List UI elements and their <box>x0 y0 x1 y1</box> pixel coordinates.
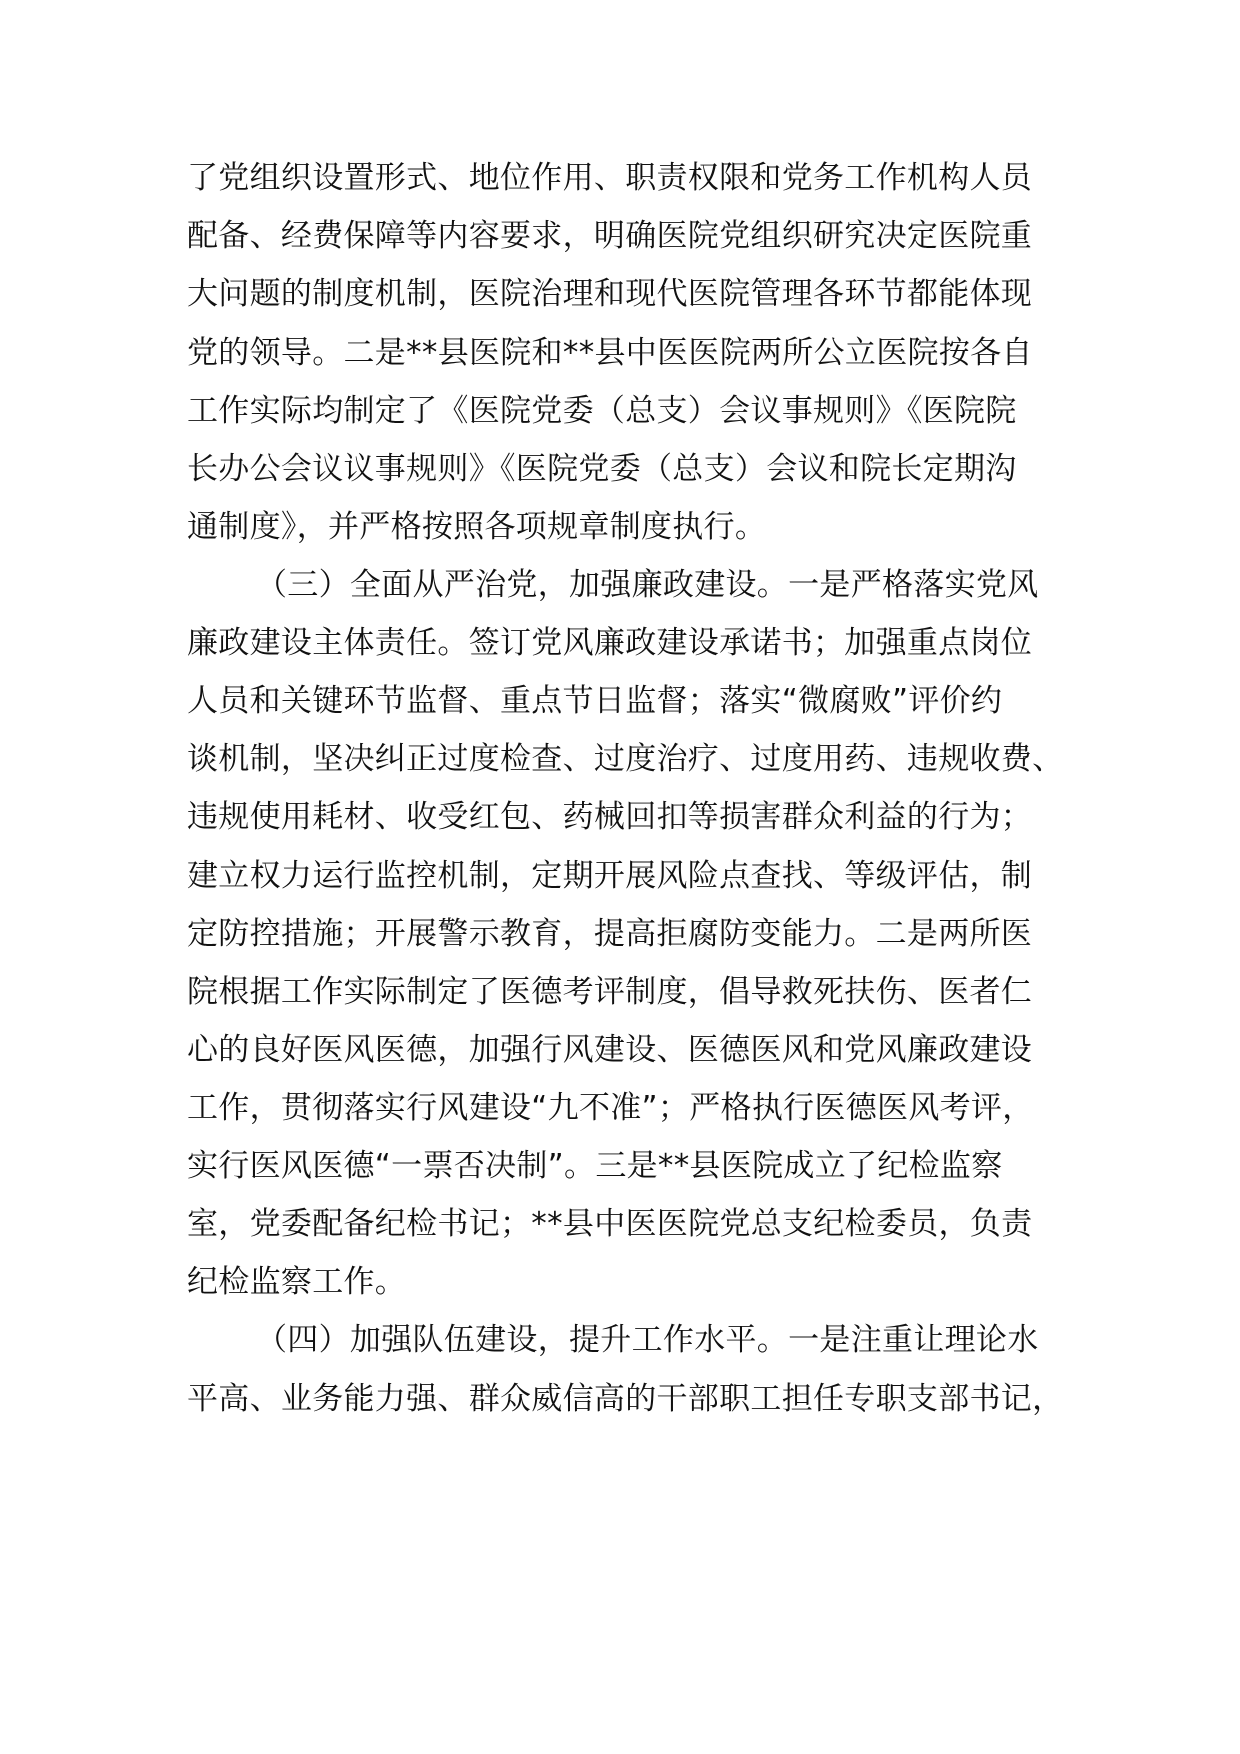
text-line: 人员和关键环节监督、重点节日监督；落实“微腐败”评价约 <box>187 683 1003 719</box>
text-line: 廉政建设主体责任。签订党风廉政建设承诺书；加强重点岗位 <box>187 625 1033 661</box>
text-line: 工作，贯彻落实行风建设“九不准”；严格执行医德医风考评， <box>187 1090 1034 1126</box>
text-line: 心的良好医风医德，加强行风建设、医德医风和党风廉政建设 <box>187 1032 1033 1068</box>
text-line: 长办公会议议事规则》《医院党委（总支）会议和院长定期沟 <box>187 451 1017 487</box>
text-line: 纪检监察工作。 <box>187 1264 407 1300</box>
text-line: 实行医风医德“一票否决制”。三是**县医院成立了纪检监察 <box>187 1148 1003 1184</box>
text-line: 谈机制，坚决纠正过度检查、过度治疗、过度用药、违规收费、 <box>187 741 1064 777</box>
text-line: 工作实际均制定了《医院党委（总支）会议事规则》《医院院 <box>187 393 1017 429</box>
section-heading-line: （三）全面从严治党，加强廉政建设。一是严格落实党风 <box>256 567 1039 603</box>
text-line: 党的领导。二是**县医院和**县中医医院两所公立医院按各自 <box>187 335 1033 371</box>
text-line: 院根据工作实际制定了医德考评制度，倡导救死扶伤、医者仁 <box>187 974 1033 1010</box>
text-line: 了党组织设置形式、地位作用、职责权限和党务工作机构人员 <box>187 160 1033 196</box>
section-heading-line: （四）加强队伍建设，提升工作水平。一是注重让理论水 <box>256 1322 1039 1358</box>
text-line: 定防控措施；开展警示教育，提高拒腐防变能力。二是两所医 <box>187 916 1033 952</box>
text-line: 配备、经费保障等内容要求，明确医院党组织研究决定医院重 <box>187 218 1033 254</box>
text-line: 大问题的制度机制，医院治理和现代医院管理各环节都能体现 <box>187 276 1033 312</box>
text-line: 室，党委配备纪检书记；**县中医医院党总支纪检委员，负责 <box>187 1206 1033 1242</box>
text-line: 违规使用耗材、收受红包、药械回扣等损害群众利益的行为； <box>187 799 1033 835</box>
text-line: 通制度》，并严格按照各项规章制度执行。 <box>187 509 767 545</box>
text-line: 平高、业务能力强、群众威信高的干部职工担任专职支部书记， <box>187 1381 1064 1417</box>
text-line: 建立权力运行监控机制，定期开展风险点查找、等级评估，制 <box>187 858 1033 894</box>
